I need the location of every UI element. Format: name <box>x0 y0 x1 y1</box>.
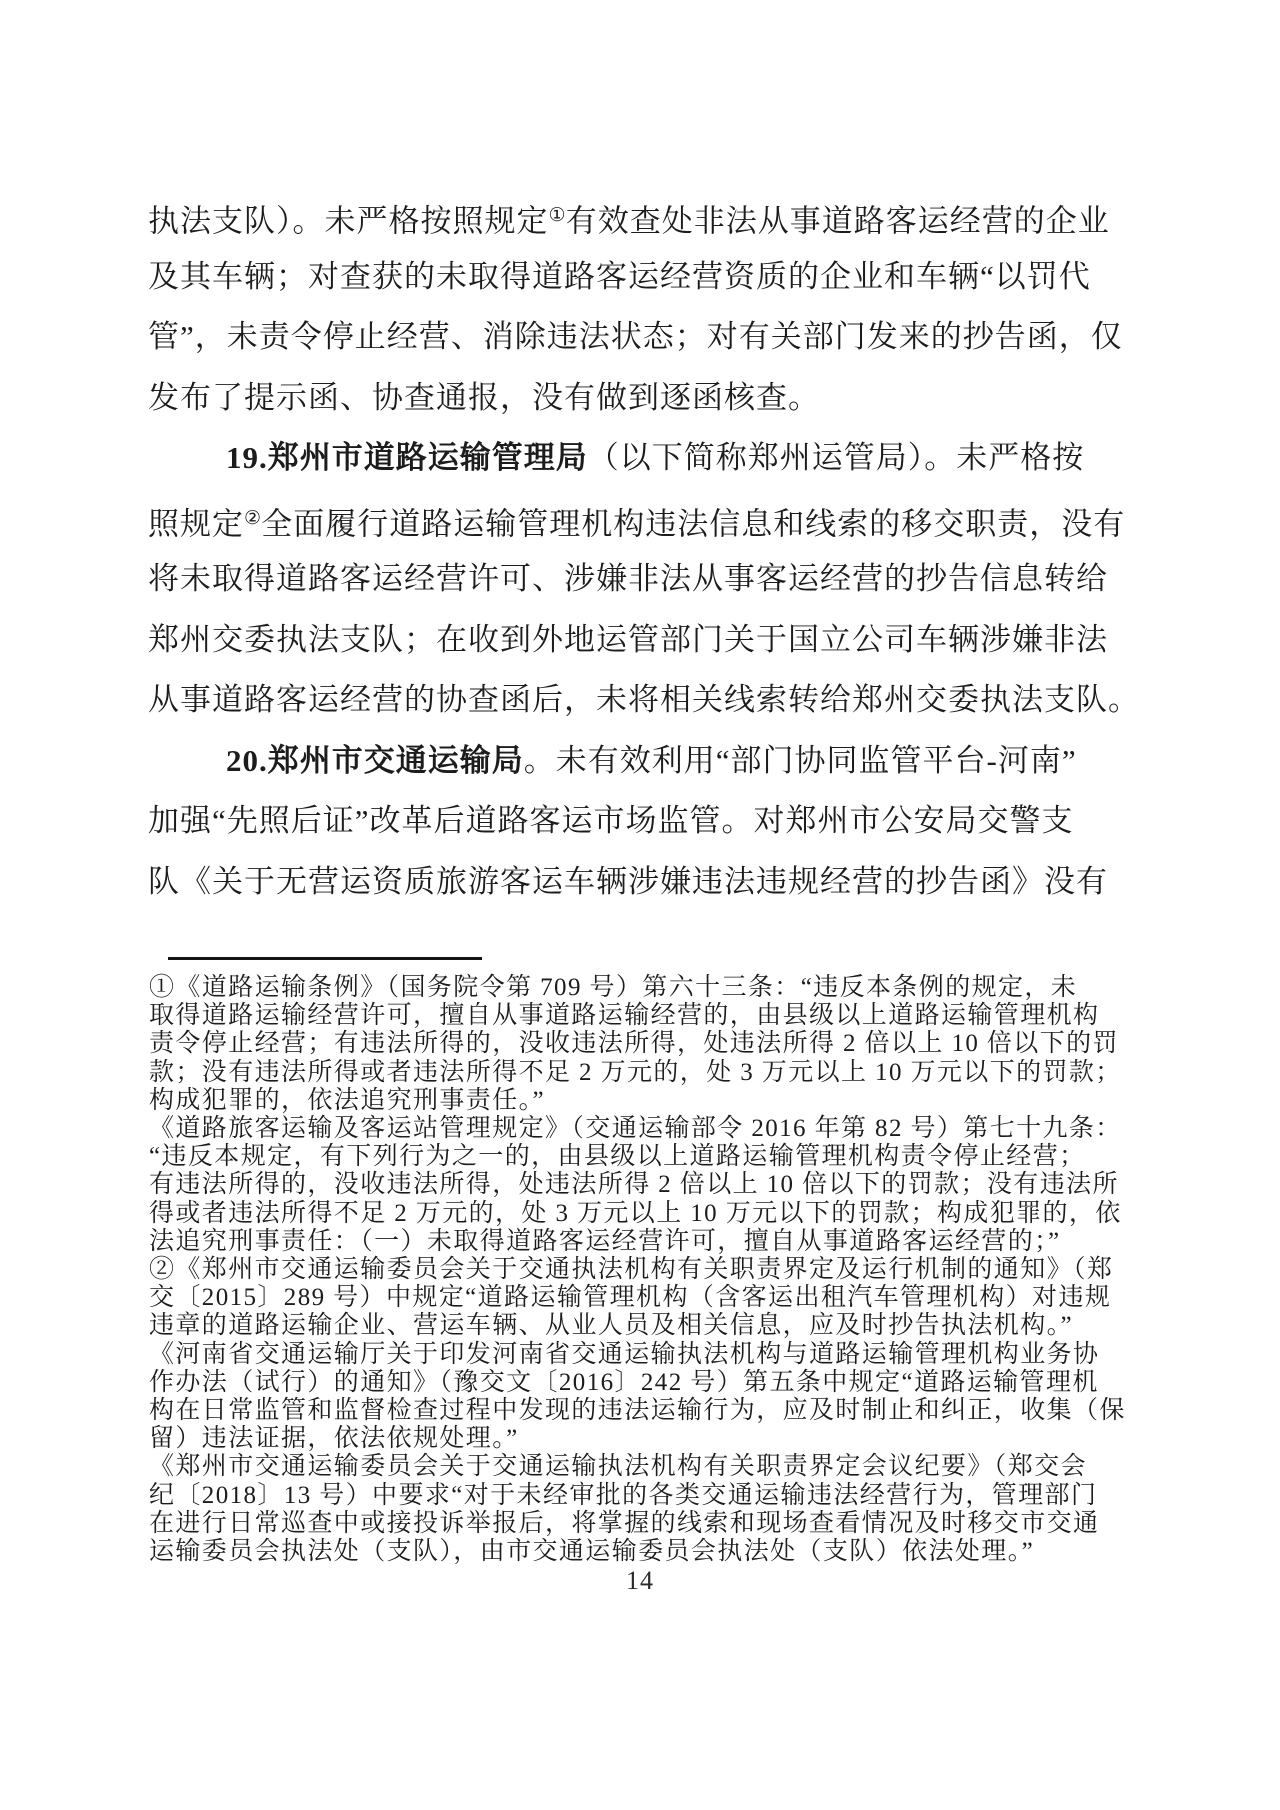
footnote-line: ①《道路运输条例》（国务院令第 709 号）第六十三条：“违反本条例的规定，未 <box>149 974 1078 1001</box>
footnote-line: 交〔2015〕289 号）中规定“道路运输管理机构（含客运出租汽车管理机构）对违规 <box>149 1284 1112 1312</box>
body-line: 照规定②全面履行道路运输管理机构违法信息和线索的移交职责，没有 <box>148 506 1126 542</box>
footnote-line: 法追究刑事责任：（一）未取得道路客运经营许可，擅自从事道路客运经营的；” <box>149 1227 1061 1255</box>
footnote-line: 构在日常监管和监督检查过程中发现的违法运输行为，应及时制止和纠正，收集（保 <box>149 1397 1126 1425</box>
body-line: 20.郑州市交通运输局。未有效利用“部门协同监管平台-河南” <box>226 742 1077 778</box>
footnote-line: 作办法（试行）的通知》（豫交文〔2016〕242 号）第五条中规定“道路运输管理机 <box>149 1368 1099 1396</box>
footnote-line: 构成犯罪的，依法追究刑事责任。” <box>149 1086 545 1114</box>
document-body <box>148 186 1140 912</box>
footnote-line: 留）违法证据，依法依规处理。” <box>149 1425 519 1453</box>
footnote-separator <box>168 957 482 960</box>
footnote-line: 《道路旅客运输及客运站管理规定》（交通运输部令 2016 年第 82 号）第七十九条： <box>149 1115 1122 1143</box>
body-line: 郑州交委执法支队；在收到外地运管部门关于国立公司车辆涉嫌非法 <box>148 621 1108 657</box>
footnote-reference-marker: ② <box>244 507 262 529</box>
footnote-line: 纪〔2018〕13 号）中要求“对于未经审批的各类交通运输违法经营行为，管理部门 <box>149 1481 1098 1509</box>
footnote-line: 在进行日常巡查中或接投诉举报后，将掌握的线索和现场查看情况及时移交市交通 <box>149 1509 1100 1537</box>
footnotes-block <box>149 974 1134 1566</box>
body-line: 及其车辆；对查获的未取得道路客运经营资质的企业和车辆“以罚代 <box>148 258 1091 294</box>
footnote-line: 违章的道路运输企业、营运车辆、从业人员及相关信息，应及时抄告执法机构。” <box>149 1312 1073 1340</box>
footnote-line: 《郑州市交通运输委员会关于交通运输执法机构有关职责界定会议纪要》（郑交会 <box>149 1453 1087 1481</box>
footnote-line: “违反本规定，有下列行为之一的，由县级以上道路运输管理机构责令停止经营； <box>149 1143 1086 1171</box>
body-line: 队《关于无营运资质旅游客运车辆涉嫌违法违规经营的抄告函》没有 <box>148 863 1108 899</box>
footnote-reference-marker: ① <box>548 205 566 226</box>
footnote-line: 责令停止经营；有违法所得的，没收违法所得，处违法所得 2 倍以上 10 倍以下的罚 <box>149 1030 1119 1058</box>
footnote-line: 款；没有违法所得或者违法所得不足 2 万元的，处 3 万元以上 10 万元以下的罚款； <box>149 1058 1122 1086</box>
body-line: 管”，未责令停止经营、消除违法状态；对有关部门发来的抄告函，仅 <box>148 319 1123 354</box>
footnote-line: 有违法所得的，没收违法所得，处违法所得 2 倍以上 10 倍以下的罚款；没有违法所 <box>149 1171 1119 1199</box>
body-line: 执法支队）。未严格按照规定①有效查处非法从事道路客运经营的企业 <box>148 203 1110 239</box>
body-line: 将未取得道路客运经营许可、涉嫌非法从事客运经营的抄告信息转给 <box>148 561 1108 596</box>
page-number: 14 <box>626 1566 654 1595</box>
body-line: 从事道路客运经营的协查函后，未将相关线索转给郑州交委执法支队。 <box>148 682 1140 717</box>
body-line: 19.郑州市道路运输管理局（以下简称郑州运管局）。未严格按 <box>226 440 1085 475</box>
footnote-line: 得或者违法所得不足 2 万元的，处 3 万元以上 10 万元以下的罚款；构成犯罪的，依 <box>149 1199 1122 1227</box>
body-line: 发布了提示函、协查通报，没有做到逐函核查。 <box>148 379 820 415</box>
footnote-line: 运输委员会执法处（支队），由市交通运输委员会执法处（支队）依法处理。” <box>149 1538 1035 1566</box>
footnote-line: 《河南省交通运输厅关于印发河南省交通运输执法机构与道路运输管理机构业务协 <box>149 1340 1100 1368</box>
body-line: 加强“先照后证”改革后道路客运市场监管。对郑州市公安局交警支 <box>148 803 1074 838</box>
footnote-line: ②《郑州市交通运输委员会关于交通执法机构有关职责界定及运行机制的通知》（郑 <box>149 1256 1114 1284</box>
footnote-line: 取得道路运输经营许可，擅自从事道路运输经营的，由县级以上道路运输管理机构 <box>149 1002 1100 1030</box>
